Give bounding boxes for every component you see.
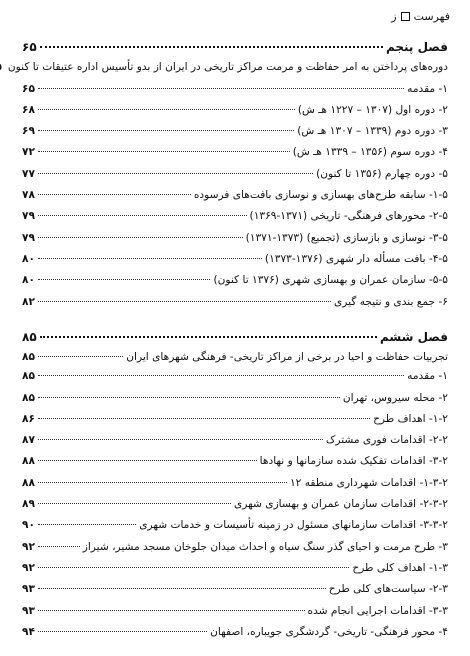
toc-entry[interactable]: [7, 61, 448, 82]
toc-entry-page: ۹۴: [22, 625, 35, 638]
toc-entry-title: ۱- مقدمه: [407, 370, 448, 383]
toc-entry-title: ۲-۲- اقدامات فوری مشترک: [325, 434, 448, 447]
dot-leader: [38, 194, 191, 195]
toc-entry[interactable]: [22, 232, 448, 253]
toc-entry-title: ۶- جمع بندی و نتیجه گیری: [333, 295, 448, 308]
dot-leader: [38, 524, 136, 525]
toc-entry[interactable]: [22, 455, 448, 476]
toc-entry[interactable]: [22, 605, 448, 626]
toc-entry-page: ۸۲: [22, 295, 35, 308]
toc-entry[interactable]: [22, 498, 448, 519]
dot-leader: [38, 237, 243, 238]
toc-entry-title: ۱-۲- اهداف طرح: [373, 412, 448, 425]
toc-entry-title: ۱-۵- سابقه طرح‌های بهسازی و نوسازی بافت‌های فرسوده: [193, 189, 448, 202]
dot-leader: [38, 109, 295, 110]
toc-entry-title: ۳-۳-۲- اقدامات سازمانهای مسئول در زمینه تأسیسات و خدمات شهری: [139, 519, 448, 532]
toc-entry[interactable]: [22, 562, 448, 583]
chapter5-section: [7, 40, 448, 317]
toc-entry-page: ۹۳: [22, 604, 35, 617]
toc-entry[interactable]: [22, 253, 448, 274]
dot-leader: [38, 88, 404, 89]
toc-entry[interactable]: [22, 146, 448, 167]
chapter5-page: ۶۵: [22, 40, 37, 54]
dot-leader: [38, 151, 290, 152]
chapter6-section: [22, 330, 448, 647]
toc-entry-title: ۲-۵- محورهای فرهنگی- تاریخی (۱۳۷۱-۱۳۶۹): [249, 210, 448, 223]
dot-leader: [38, 546, 80, 547]
toc-entry-page: ۸۰: [22, 252, 35, 265]
dot-leader: [38, 215, 247, 216]
toc-entry-title: ۲- محله سیروس، تهران: [342, 391, 448, 404]
toc-entry-page: ۹۲: [22, 561, 35, 574]
toc-entry-title: ۱-۳- اهداف کلی طرح: [352, 561, 448, 574]
dot-leader: [38, 567, 349, 568]
dot-leader: [38, 356, 123, 357]
dot-leader: [38, 482, 287, 483]
toc-entry-page: ۸۸: [22, 455, 35, 468]
toc-entry[interactable]: [22, 104, 448, 125]
toc-entry[interactable]: [22, 189, 448, 210]
dot-leader: [38, 631, 207, 632]
toc-entry[interactable]: [22, 210, 448, 231]
dot-leader: [40, 336, 377, 338]
toc-entry-page: ۷۹: [22, 231, 35, 244]
toc-entry[interactable]: [22, 519, 448, 540]
toc-entry-page: ۶۹: [22, 125, 35, 138]
dot-leader: [38, 279, 211, 280]
toc-entry-title: ۵- دوره چهارم (۱۳۵۶ تا کنون): [316, 167, 448, 180]
dot-leader: [38, 439, 323, 440]
dot-leader: [38, 301, 331, 302]
toc-entry-page: ۷۸: [22, 189, 35, 202]
dot-leader: [38, 418, 370, 419]
toc-entry-page: ۷۷: [22, 167, 35, 180]
dot-leader: [38, 460, 257, 461]
toc-entry-page: [0, 61, 2, 73]
toc-entry-title: ۵-۵- سازمان عمران و بهسازی شهری (۱۳۷۶ تا کنون): [213, 274, 448, 287]
toc-entry-title: دوره‌های پرداختن به امر حفاظت و مرمت مراکز تاریخی در ایران از بدو تأسیس اداره عتیقات تا کنون: [7, 61, 448, 74]
dot-leader: [38, 258, 262, 259]
toc-entry-page: ۸۹: [22, 498, 35, 511]
toc-entry[interactable]: [22, 626, 448, 647]
header-page: ز: [391, 10, 397, 23]
chapter5-heading[interactable]: [22, 40, 448, 61]
toc-entry[interactable]: [22, 168, 448, 189]
dot-leader: [40, 46, 383, 48]
dot-leader: [38, 588, 326, 589]
toc-entry-page: ۹۲: [22, 540, 35, 553]
toc-entry-title: ۴- محور فرهنگی- تاریخی- گردشگری جویباره، اصفهان: [210, 625, 448, 638]
toc-entry[interactable]: [22, 583, 448, 604]
page-header: [391, 10, 450, 23]
toc-entry-page: ۷۲: [22, 146, 35, 159]
chapter6-page: ۸۵: [22, 330, 37, 344]
toc-entry[interactable]: [22, 413, 448, 434]
toc-entry[interactable]: [22, 296, 448, 317]
chapter6-heading[interactable]: [22, 330, 448, 351]
dot-leader: [38, 130, 294, 131]
toc-entry-page: ۸۶: [22, 412, 35, 425]
toc-entry-page: ۷۹: [22, 210, 35, 223]
toc-entry-page: ۹۳: [22, 583, 35, 596]
toc-entry-page: ۶۵: [22, 82, 35, 95]
toc-entry[interactable]: [22, 370, 448, 391]
toc-entry-title: ۳- دوره دوم (۱۳۳۹ – ۱۳۰۷ هـ ش): [297, 125, 448, 138]
toc-entry[interactable]: [22, 434, 448, 455]
dot-leader: [38, 610, 305, 611]
chapter6-title: فصل ششم: [380, 330, 448, 344]
toc-entry-title: ۳-۲- اقدامات تفکیک شده سازمانها و نهادها: [259, 455, 448, 468]
toc-entry-page: ۸۵: [22, 351, 35, 364]
toc-entry-title: تجربیات حفاظت و احیا در برخی از مراکز تاریخی- فرهنگی شهرهای ایران: [126, 351, 448, 364]
toc-entry[interactable]: [22, 83, 448, 104]
toc-entry-title: ۴- دوره سوم (۱۳۵۶ – ۱۳۳۹ هـ ش): [292, 146, 448, 159]
toc-entry[interactable]: [22, 392, 448, 413]
toc-entry-page: ۸۰: [22, 274, 35, 287]
dot-leader: [38, 173, 313, 174]
toc-entry-page: ۸۵: [22, 391, 35, 404]
toc-entry[interactable]: [22, 125, 448, 146]
toc-entry-title: ۱-۳-۲- اقدامات شهرداری منطقه ۱۲: [289, 476, 448, 489]
toc-entry[interactable]: [22, 477, 448, 498]
toc-entry-page: ۸۸: [22, 476, 35, 489]
dot-leader: [38, 503, 231, 504]
toc-entry-page: ۹۰: [22, 519, 35, 532]
toc-entry-title: ۳-۵- نوسازی و بازسازی (تجمیع) (۱۳۷۳-۱۳۷۱): [245, 231, 448, 244]
toc-entry-title: ۲- دوره اول (۱۳۰۷ – ۱۲۲۷ هـ ش): [297, 103, 448, 116]
toc-entry-title: ۳- طرح مرمت و احیای گذر سنگ سیاه و احداث میدان جلوخان مسجد مشیر، شیراز: [82, 540, 448, 553]
square-icon: [401, 12, 410, 21]
header-title: فهرست: [413, 10, 450, 23]
toc-entry-title: ۲-۳- سیاست‌های کلی طرح: [328, 583, 448, 596]
dot-leader: [38, 375, 404, 376]
toc-entry-title: ۱- مقدمه: [407, 82, 448, 95]
toc-entry[interactable]: [22, 351, 448, 370]
toc-entry[interactable]: [22, 541, 448, 562]
toc-entry-page: ۶۸: [22, 103, 35, 116]
toc-entry-page: ۸۷: [22, 434, 35, 447]
dot-leader: [38, 397, 340, 398]
toc-entry-title: ۲-۳-۲- اقدامات سازمان عمران و بهسازی شهری: [234, 498, 448, 511]
toc-entry-title: ۳-۳- اقدامات اجرایی انجام شده: [307, 604, 448, 617]
toc-entry-page: ۸۵: [22, 370, 35, 383]
toc-entry-title: ۴-۵- بافت مسأله دار شهری (۱۳۷۶-۱۳۷۳): [264, 252, 448, 265]
toc-entry[interactable]: [22, 274, 448, 295]
chapter5-title: فصل پنجم: [385, 40, 448, 54]
